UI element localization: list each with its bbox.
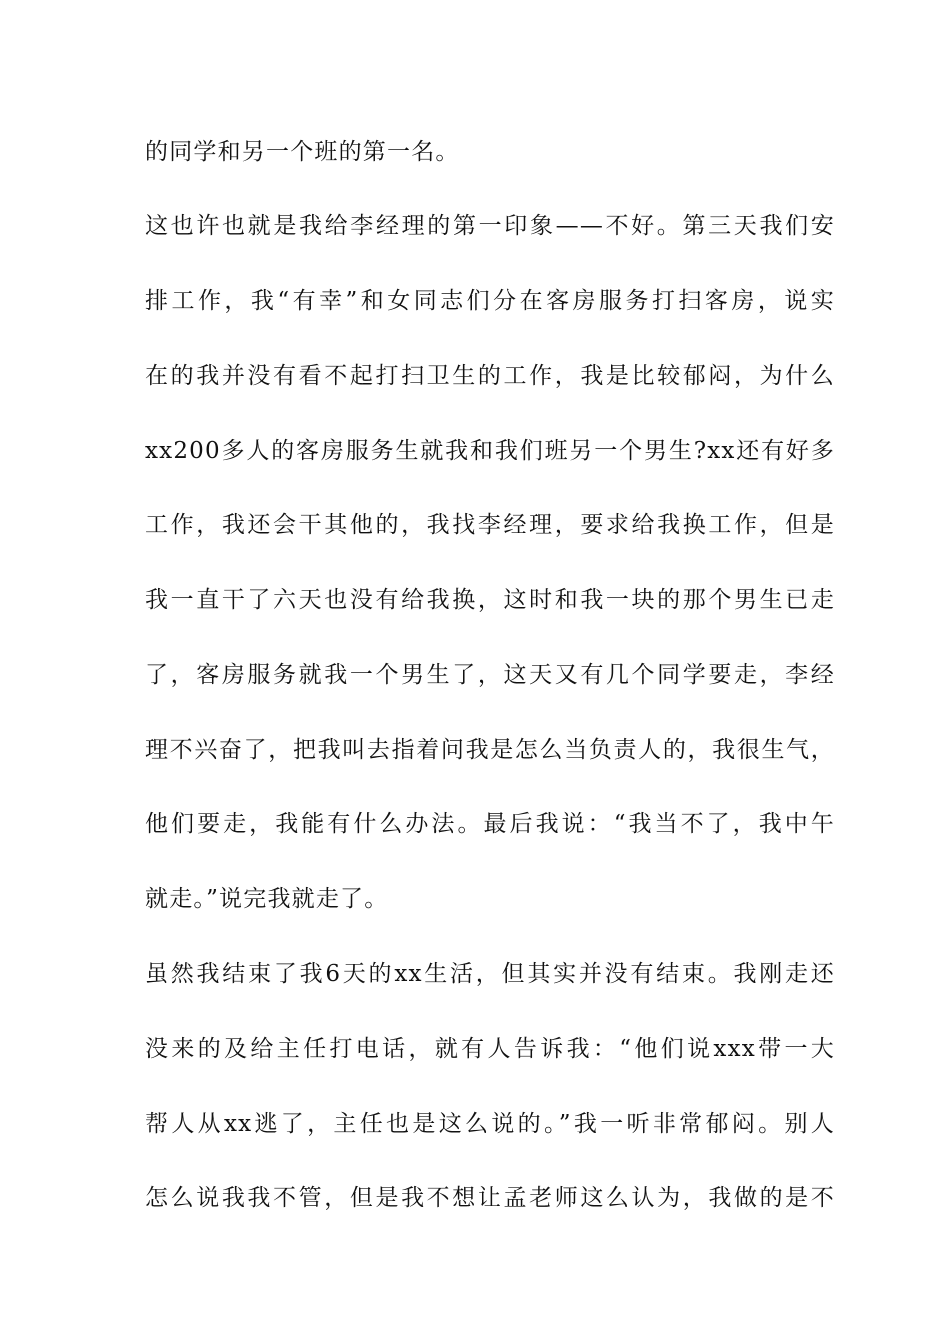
paragraph-line: 他们要走，我能有什么办法。最后我说：“我当不了，我中午	[145, 811, 835, 837]
paragraph-line: 的同学和另一个班的第一名。	[145, 139, 460, 165]
paragraph-line: 帮人从xx逃了，主任也是这么说的。”我一听非常郁闷。别人	[145, 1111, 835, 1137]
paragraph-line: 理不兴奋了，把我叫去指着问我是怎么当负责人的，我很生气，	[145, 737, 835, 763]
paragraph-line: 在的我并没有看不起打扫卫生的工作，我是比较郁闷，为什么	[145, 363, 835, 389]
paragraph-line: 工作，我还会干其他的，我找李经理，要求给我换工作，但是	[145, 512, 835, 538]
paragraph-line: 虽然我结束了我6天的xx生活，但其实并没有结束。我刚走还	[145, 961, 835, 987]
paragraph-line: 这也许也就是我给李经理的第一印象——不好。第三天我们安	[145, 213, 835, 239]
paragraph-line: 排工作，我“有幸”和女同志们分在客房服务打扫客房，说实	[145, 288, 835, 314]
paragraph-line: 了，客房服务就我一个男生了，这天又有几个同学要走，李经	[145, 662, 835, 688]
paragraph-line: 怎么说我我不管，但是我不想让孟老师这么认为，我做的是不	[145, 1185, 835, 1211]
paragraph-line: 我一直干了六天也没有给我换，这时和我一块的那个男生已走	[145, 587, 835, 613]
paragraph-line: xx200多人的客房服务生就我和我们班另一个男生?xx还有好多	[145, 438, 835, 464]
paragraph-line: 没来的及给主任打电话，就有人告诉我：“他们说xxx带一大	[145, 1036, 835, 1062]
paragraph-line: 就走。”说完我就走了。	[145, 886, 389, 912]
